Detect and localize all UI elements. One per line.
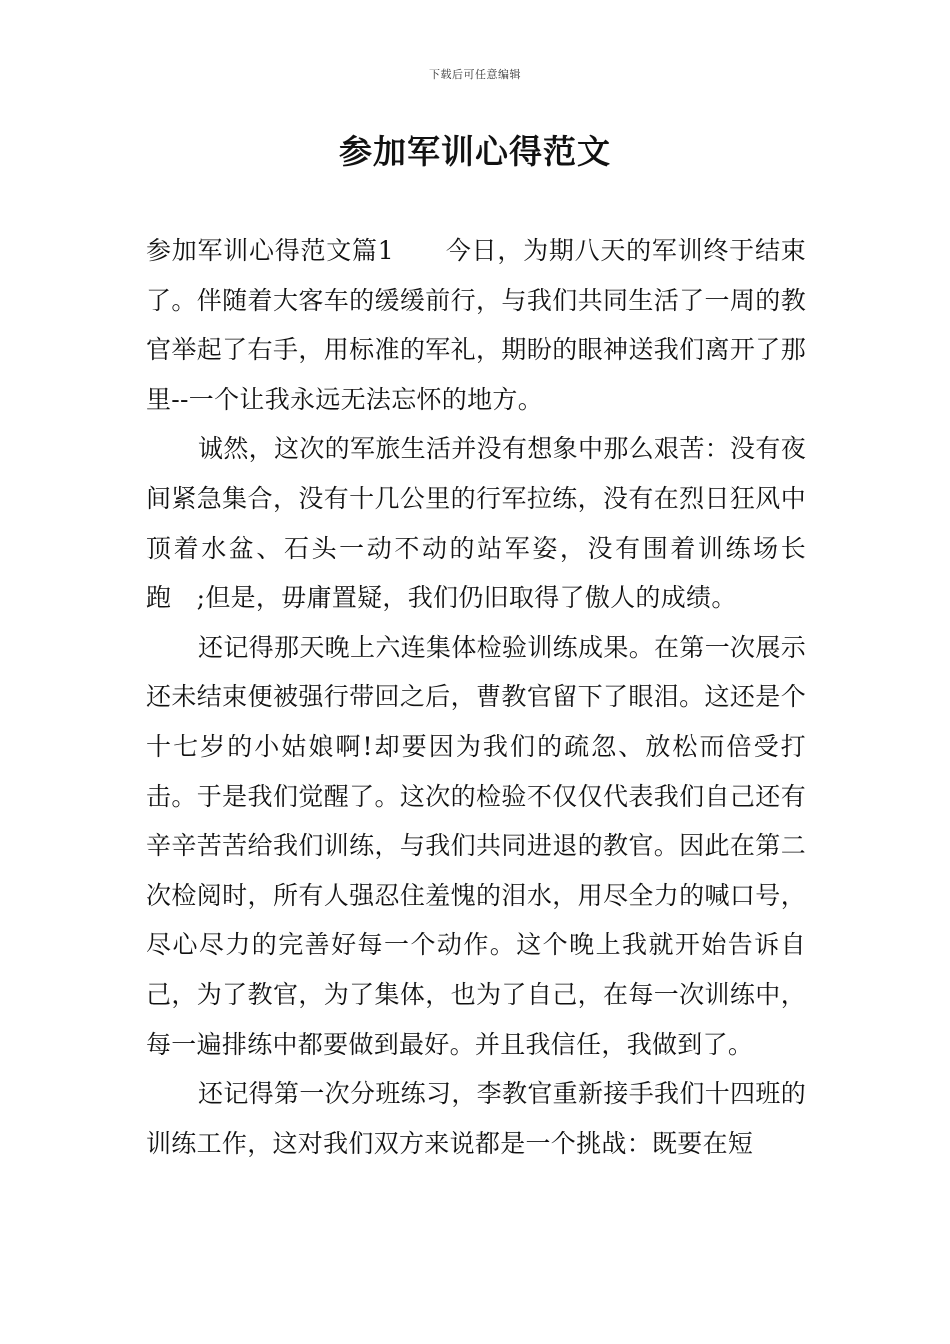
header-note: 下载后可任意编辑 <box>429 68 521 81</box>
paragraph-4: 还记得第一次分班练习，李教官重新接手我们十四班的训练工作，这对我们双方来说都是一个挑战：既要在短 <box>146 1079 806 1158</box>
paragraph-2: 诚然，这次的军旅生活并没有想象中那么艰苦：没有夜间紧急集合，没有十几公里的行军拉练，没有在烈日狂风中顶着水盆、石头一动不动的站军姿，没有围着训练场长跑 ;但是，毋庸置疑，我们仍旧取得了傲人的成绩。 <box>146 434 806 613</box>
page-title: 参加军训心得范文 <box>339 132 611 171</box>
document-body <box>146 226 806 1168</box>
paragraph-3: 还记得那天晚上六连集体检验训练成果。在第一次展示还未结束便被强行带回之后，曹教官留下了眼泪。这还是个十七岁的小姑娘啊!却要因为我们的疏忽、放松而倍受打击。于是我们觉醒了。这次的检验不仅仅代表我们自己还有辛辛苦苦给我们训练，与我们共同进退的教官。因此在第二次检阅时，所有人强忍住羞愧的泪水，用尽全力的喊口号，尽心尽力的完善好每一个动作。这个晚上我就开始告诉自己，为了教官，为了集体，也为了自己，在每一次训练中，每一遍排练中都要做到最好。并且我信任，我做到了。 <box>146 632 806 1059</box>
paragraph-1: 参加军训心得范文篇1 今日，为期八天的军训终于结束了。伴随着大客车的缓缓前行，与我们共同生活了一周的教官举起了右手，用标准的军礼，期盼的眼神送我们离开了那里--一个让我永远无法忘怀的地方。 <box>146 236 806 414</box>
